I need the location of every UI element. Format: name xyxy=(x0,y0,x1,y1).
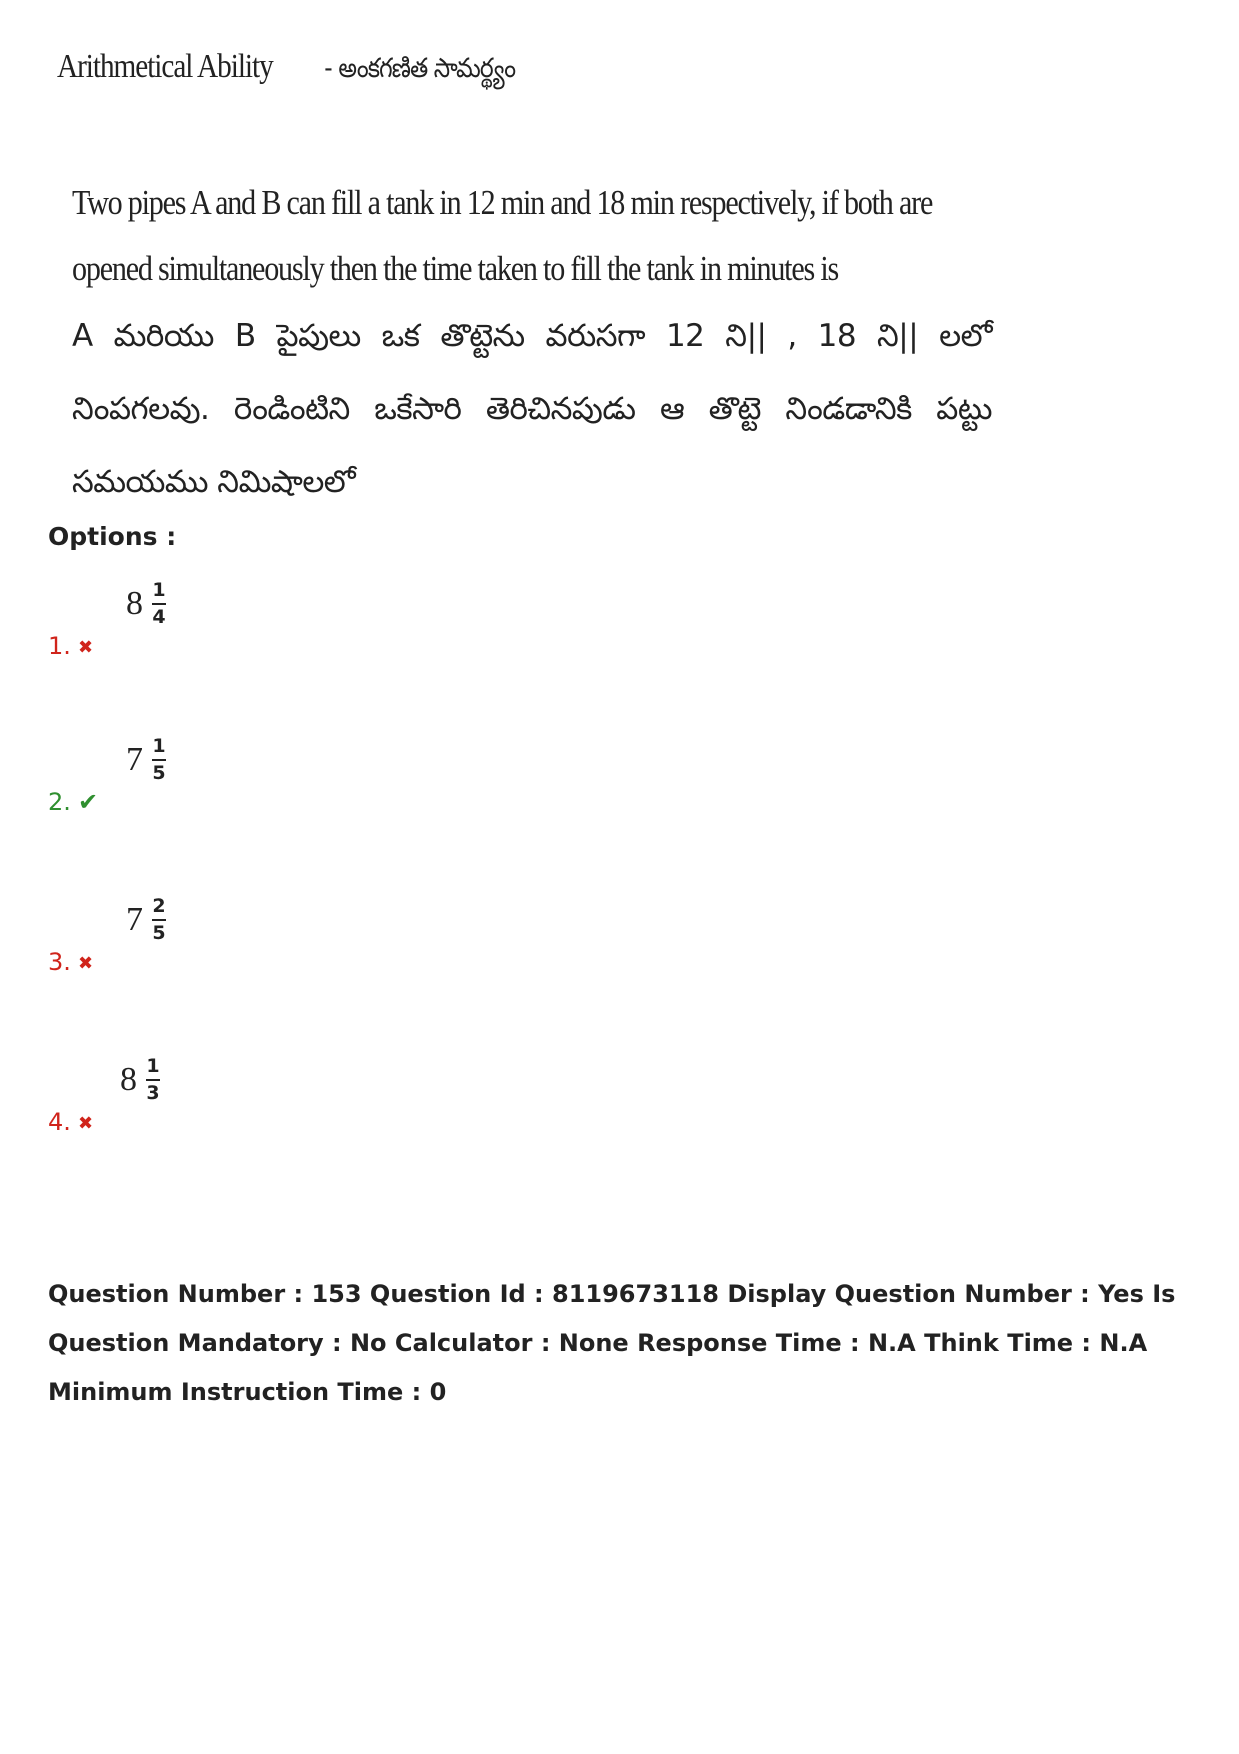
section-header xyxy=(57,48,515,91)
fraction-bar xyxy=(146,1079,160,1081)
cross-icon: ✖ xyxy=(78,637,94,658)
section-title-en: Arithmetical Ability xyxy=(57,48,273,85)
option-value xyxy=(126,896,166,944)
cross-icon: ✖ xyxy=(78,953,94,974)
option-fraction xyxy=(152,580,166,628)
option-value xyxy=(126,580,166,628)
option-numerator: 1 xyxy=(146,1055,160,1077)
option-4 xyxy=(48,1056,348,1136)
option-number: 1. xyxy=(48,632,71,660)
option-number: 3. xyxy=(48,948,71,976)
option-1 xyxy=(48,580,348,660)
fraction-bar xyxy=(152,603,166,605)
option-denominator: 5 xyxy=(152,762,166,784)
option-value xyxy=(120,1056,160,1104)
option-whole: 8 xyxy=(120,1061,137,1098)
option-denominator: 4 xyxy=(152,606,166,628)
question-text-te: A మరియు B పైపులు ఒక తొట్టెను వరుసగా 12 ని|| , 18 ని|| లలో నింపగలవు. రెండింటిని ఒకేసారి తెరిచినపుడు ఆ తొట్టె నిండడానికి పట్టు సమయము నిమిషాలలో xyxy=(72,318,992,500)
option-fraction xyxy=(146,1056,160,1104)
option-numerator: 1 xyxy=(152,579,166,601)
question-text-en: Two pipes A and B can fill a tank in 12 min and 18 min respectively, if both are opened simultaneously then the time taken to fill the tank in minutes is xyxy=(72,183,933,288)
check-icon: ✔ xyxy=(78,788,99,816)
option-whole: 7 xyxy=(126,741,143,778)
fraction-bar xyxy=(152,919,166,921)
question-metadata: Question Number : 153 Question Id : 8119673118 Display Question Number : Yes Is Question Mandatory : No Calculator : None Response Time : N.A Think Time : N.A Minimum Instruction Time : 0 xyxy=(48,1280,1176,1406)
option-numerator: 2 xyxy=(152,895,166,917)
option-number: 4. xyxy=(48,1108,71,1136)
option-denominator: 3 xyxy=(146,1082,160,1104)
option-fraction xyxy=(152,896,166,944)
option-numerator: 1 xyxy=(152,735,166,757)
option-whole: 8 xyxy=(126,585,143,622)
option-value xyxy=(126,736,166,784)
options-label: Options : xyxy=(48,522,177,551)
section-title-te: - అంకగణిత సామర్థ్యం xyxy=(324,53,516,84)
option-3 xyxy=(48,896,348,976)
cross-icon: ✖ xyxy=(78,1113,94,1134)
option-2 xyxy=(48,736,348,816)
option-number: 2. xyxy=(48,788,71,816)
option-whole: 7 xyxy=(126,901,143,938)
fraction-bar xyxy=(152,759,166,761)
option-denominator: 5 xyxy=(152,922,166,944)
option-fraction xyxy=(152,736,166,784)
